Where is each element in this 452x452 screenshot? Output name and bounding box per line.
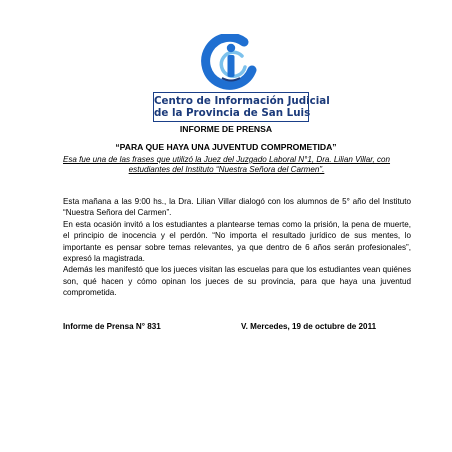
logo-line-2: de la Provincia de San Luis [154, 107, 311, 119]
report-number: Informe de Prensa N° 831 [63, 322, 161, 331]
body-paragraph: Esta mañana a las 9:00 hs., la Dra. Lilian Villar dialogó con los alumnos de 5° año del Instituto “Nuestra Señora del Carmen”. [63, 197, 411, 218]
headline: “PARA QUE HAYA UNA JUVENTUD COMPROMETIDA” [115, 142, 337, 152]
place-date: V. Mercedes, 19 de octubre de 2011 [241, 322, 377, 331]
body-paragraph: En esta ocasión invitó a los estudiantes a plantearse temas como la prisión, la pena de muerte, el principio de inocencia y el perdón. “No importa el resultado jurídico de sus mentes, lo importante es pensar sobre temas relevantes, ya que dentro de 6 años serán profesionales”, expresó la magistrada. [63, 219, 411, 264]
logo-line-1: Centro de Información Judicial [154, 95, 330, 107]
cij-logo-icon [198, 34, 264, 92]
article-body [63, 196, 411, 299]
institution-logo [0, 34, 452, 124]
body-paragraph: Además les manifestó que los jueces visitan las escuelas para que los estudiantes vean quiénes son, qué hacen y cómo opinan los jueces de su provincia, para que haya una juventud comprometida. [63, 265, 411, 298]
logo-text-box [153, 92, 330, 122]
subtitle: Esa fue una de las frases que utilizó la Juez del Juzgado Laboral N°1, Dra. Lilian Villar, con estudiantes del Instituto “Nuestra Señora del Carmen”. [62, 155, 391, 174]
report-title: INFORME DE PRENSA [179, 124, 273, 134]
